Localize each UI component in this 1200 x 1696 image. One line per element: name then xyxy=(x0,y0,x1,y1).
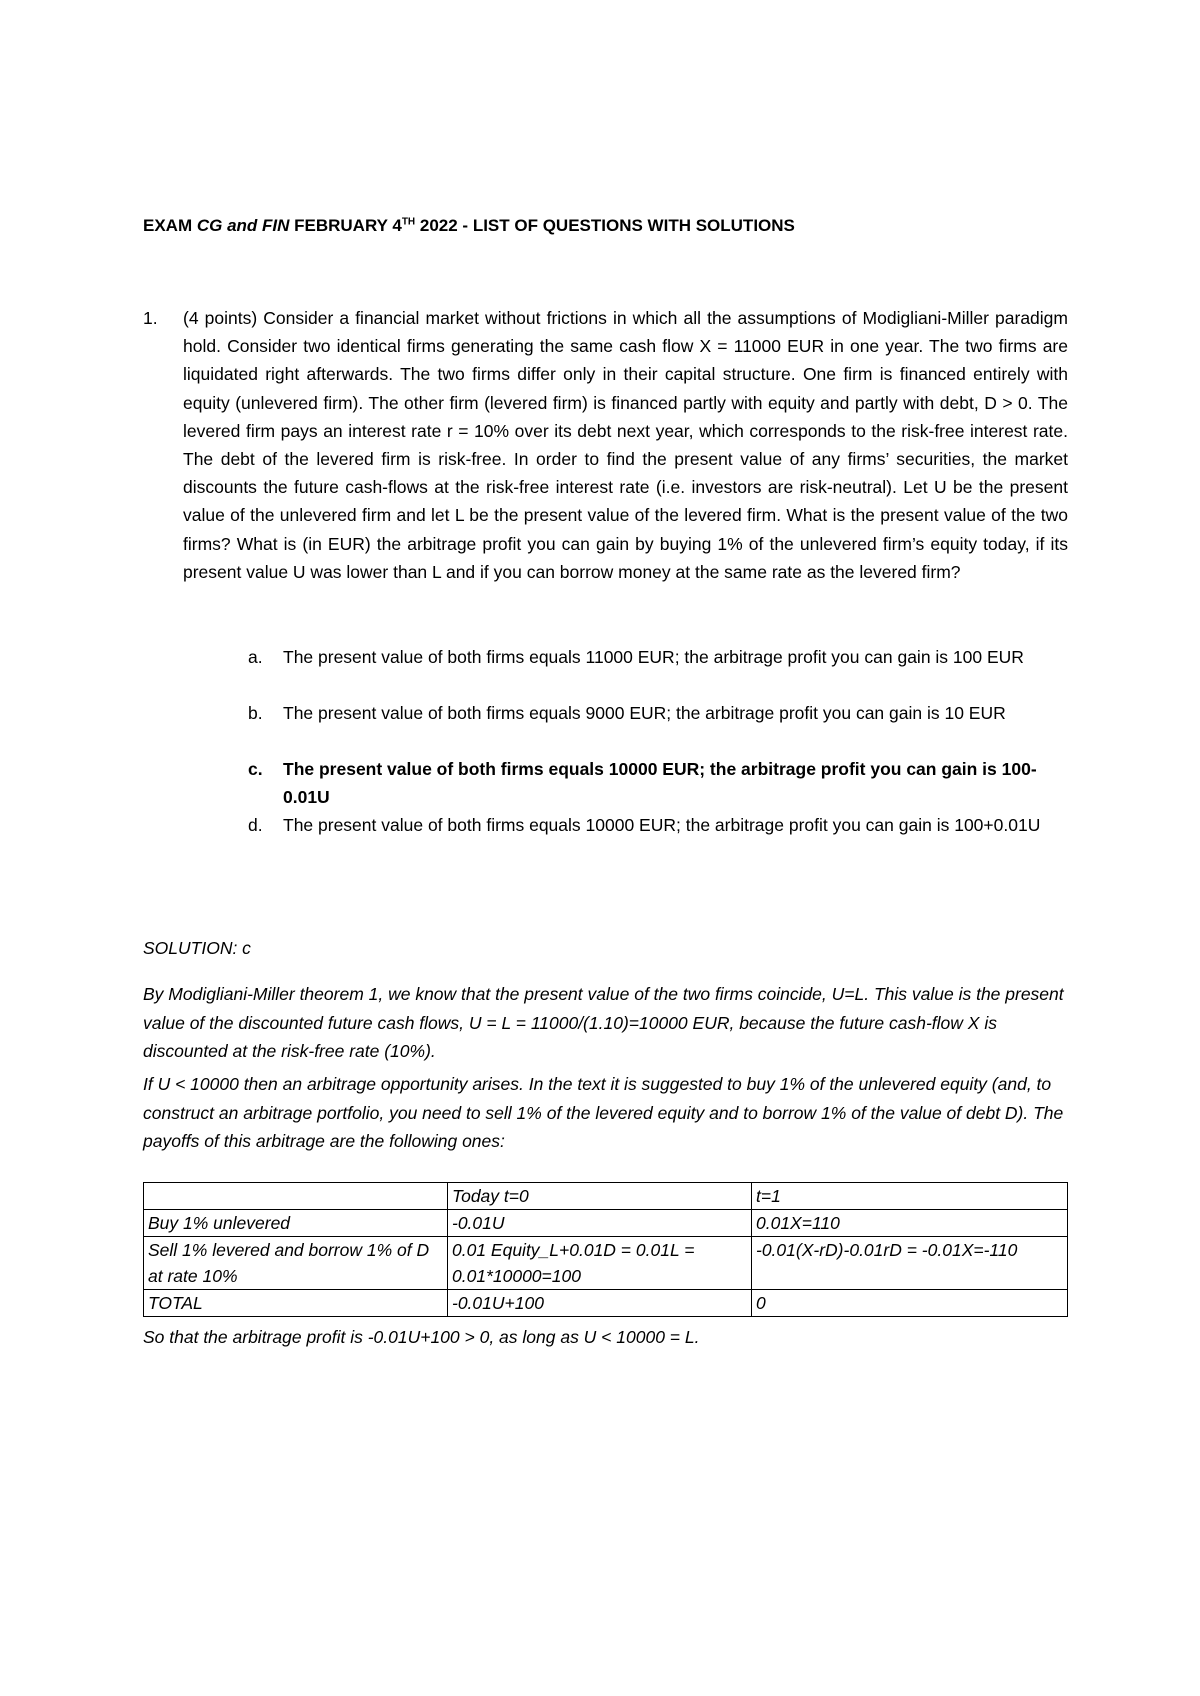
table-row xyxy=(144,1237,1068,1290)
table-cell: 0 xyxy=(752,1290,1068,1317)
question-text: (4 points) Consider a financial market without frictions in which all the assumptions of Modigliani-Miller paradigm hold. Consider two identical firms generating the same cash flow X = 11000 EUR in one year. The two firms are liquidated right afterwards. The two firms differ only in their capital structure. One firm is financed entirely with equity (unlevered firm). The other firm (levered firm) is financed partly with equity and partly with debt, D > 0. The levered firm pays an interest rate r = 10% over its debt next year, which corresponds to the risk-free interest rate. The debt of the levered firm is risk-free. In order to find the present value of any firms’ securities, the market discounts the future cash-flows at the risk-free interest rate (i.e. investors are risk-neutral). Let U be the present value of the unlevered firm and let L be the present value of the levered firm. What is the present value of the two firms? What is (in EUR) the arbitrage profit you can gain by buying 1% of the unlevered firm’s equity today, if its present value U was lower than L and if you can borrow money at the same rate as the levered firm? xyxy=(183,308,1068,582)
solution-paragraph-2: If U < 10000 then an arbitrage opportunity arises. In the text it is suggested to buy 1% of the unlevered equity (and, to construct an arbitrage portfolio, you need to sell 1% of the levered equity and to borrow 1% of the value of debt D). The payoffs of this arbitrage are the following ones: xyxy=(143,1074,1064,1151)
option-letter: d. xyxy=(248,815,263,835)
solution-paragraph-1: By Modigliani-Miller theorem 1, we know that the present value of the two firms coincide, U=L. This value is the present value of the discounted future cash flows, U = L = 11000/(1.10)=10000 EUR, because the future cash-flow X is discounted at the risk-free rate (10%). xyxy=(143,984,1064,1061)
option-letter: c. xyxy=(248,759,263,779)
page-title: EXAM CG and FIN FEBRUARY 4TH 2022 - LIST OF QUESTIONS WITH SOLUTIONS xyxy=(143,216,795,235)
table-row xyxy=(144,1210,1068,1237)
table-cell: -0.01(X-rD)-0.01rD = -0.01X=-110 xyxy=(752,1237,1068,1290)
table-cell: Today t=0 xyxy=(448,1183,752,1210)
option-text: The present value of both firms equals 10000 EUR; the arbitrage profit you can gain is 100+0.01U xyxy=(283,815,1041,835)
table-row xyxy=(144,1290,1068,1317)
option-b xyxy=(183,699,1068,727)
solution-closing: So that the arbitrage profit is -0.01U+100 > 0, as long as U < 10000 = L. xyxy=(143,1327,700,1347)
option-text: The present value of both firms equals 9000 EUR; the arbitrage profit you can gain is 10 EUR xyxy=(283,703,1006,723)
table-cell: -0.01U+100 xyxy=(448,1290,752,1317)
question-number: 1. xyxy=(143,308,158,328)
option-letter: b. xyxy=(248,703,263,723)
option-text: The present value of both firms equals 10000 EUR; the arbitrage profit you can gain is 100-0.01U xyxy=(283,759,1037,808)
table-cell xyxy=(144,1183,448,1210)
table-cell: TOTAL xyxy=(144,1290,448,1317)
payoff-table xyxy=(143,1182,1068,1317)
table-cell: -0.01U xyxy=(448,1210,752,1237)
table-cell: 0.01X=110 xyxy=(752,1210,1068,1237)
option-text: The present value of both firms equals 11000 EUR; the arbitrage profit you can gain is 100 EUR xyxy=(283,647,1024,667)
option-letter: a. xyxy=(248,647,263,667)
table-cell: 0.01 Equity_L+0.01D = 0.01L = 0.01*10000=100 xyxy=(448,1237,752,1290)
option-d xyxy=(183,811,1068,839)
solution-heading: SOLUTION: c xyxy=(143,938,251,958)
table-cell: t=1 xyxy=(752,1183,1068,1210)
table-cell: Buy 1% unlevered xyxy=(144,1210,448,1237)
option-c-correct xyxy=(183,755,1068,811)
table-header-row xyxy=(144,1183,1068,1210)
option-a xyxy=(183,643,1068,671)
table-cell: Sell 1% levered and borrow 1% of D at rate 10% xyxy=(144,1237,448,1290)
